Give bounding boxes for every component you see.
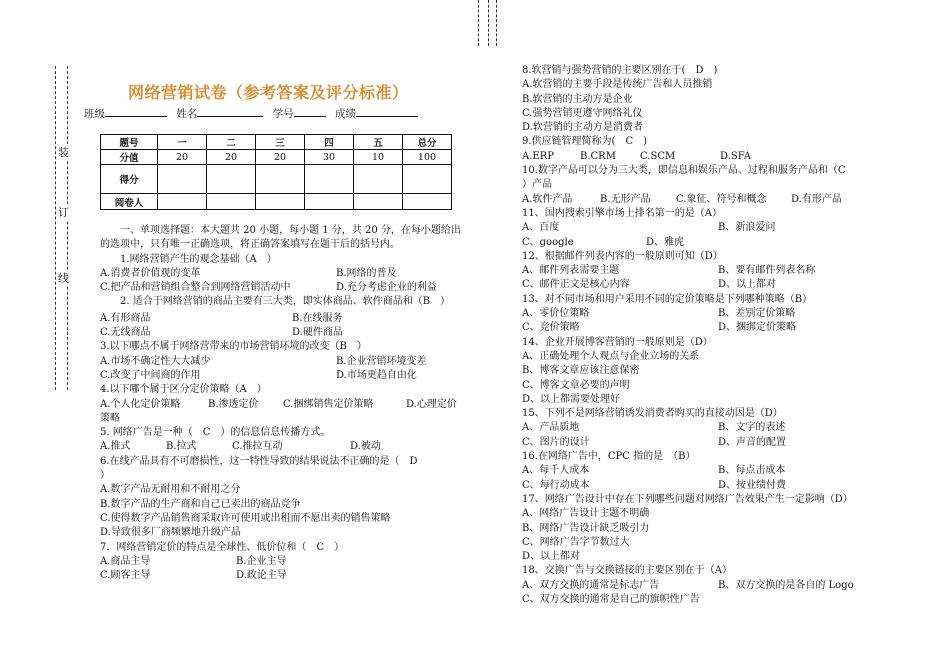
q5-option-b: B.拉式 xyxy=(166,441,197,453)
student-id-label: 学号 xyxy=(272,108,294,120)
q7-option-b: B.企业主导 xyxy=(236,555,287,567)
q2-stem: 2. 适合于网络营销的商品主要有三大类，即实体商品、软件商品和（B ） xyxy=(120,296,451,308)
q14-option-a: A、正确处理个人观点与企业立场的关系 xyxy=(522,350,700,362)
student-info-line xyxy=(84,106,424,121)
q14-option-c: C、博客文章必要的声明 xyxy=(522,379,630,391)
name-label: 姓名 xyxy=(176,108,198,120)
q2-option-c: C.无线商品 xyxy=(100,327,151,339)
q16-options-row2 xyxy=(522,479,892,493)
binding-label-ding: 订 xyxy=(58,206,69,219)
q5-option-a: A.推式 xyxy=(100,441,131,453)
points-cell: 20 xyxy=(207,150,256,165)
header-cell: 总分 xyxy=(403,135,452,150)
q8-option-c: C.强势营销更遵守网络礼仪 xyxy=(522,107,643,119)
q3-options-row1 xyxy=(100,355,464,369)
q17-option-a: A、网络广告设计主题不明确 xyxy=(522,508,650,520)
q18-option-a: A、双方交换的通常是标志广告 xyxy=(522,579,660,591)
q16-option-c: C、每行动成本 xyxy=(522,479,590,491)
q15-option-c: C、图片的设计 xyxy=(522,436,590,448)
q8-option-a: A.软营销的主要手段是传统广告和人员推销 xyxy=(522,79,713,91)
q4-option-c: C.捆绑销售定价策略 xyxy=(283,398,374,410)
q10-stem-line2: ）产品 xyxy=(522,179,552,191)
q8-option-b: B.软营销的主动方是企业 xyxy=(522,93,633,105)
q14-option-d: D、以上都需要处理好 xyxy=(522,393,621,405)
score-cell[interactable] xyxy=(305,165,354,194)
fold-line-top-3 xyxy=(496,0,497,46)
q16-option-b: B、每点击成本 xyxy=(718,465,786,477)
q15-options-row2 xyxy=(522,436,892,450)
header-cell: 三 xyxy=(256,135,305,150)
points-cell: 30 xyxy=(305,150,354,165)
score-field[interactable] xyxy=(356,106,418,117)
grader-cell[interactable] xyxy=(305,194,354,210)
q18-stem: 18、交换广告与交换链接的主要区别在于（A） xyxy=(522,565,732,577)
q12-option-b: B、要有邮件列表名称 xyxy=(718,265,816,277)
q7-option-c: C.顾客主导 xyxy=(100,570,151,582)
score-table-header-row xyxy=(101,135,452,150)
q10-options-row xyxy=(522,193,892,207)
score-cell[interactable] xyxy=(256,165,305,194)
q9-option-c: C.SCM xyxy=(640,150,676,162)
q9-option-b: B.CRM xyxy=(580,150,616,162)
q2-options-row2 xyxy=(100,326,464,340)
q2-option-d: D.硬件商品 xyxy=(292,327,343,339)
fold-line-top-1 xyxy=(478,0,479,46)
q6-stem-line2: ） xyxy=(100,470,110,482)
q14-stem: 14、企业开展博客营销的一般原则是（D） xyxy=(522,336,713,348)
points-cell: 10 xyxy=(354,150,403,165)
q4-option-d-line1: D.心理定价 xyxy=(406,398,457,410)
q9-stem: 9.供应链管理简称为( C ) xyxy=(522,136,647,148)
q13-options-row2 xyxy=(522,321,892,335)
q3-options-row2 xyxy=(100,369,464,383)
q12-options-row2 xyxy=(522,278,892,292)
left-column xyxy=(100,224,464,583)
header-cell: 四 xyxy=(305,135,354,150)
q10-stem-line1: 10.数字产品可以分为三大类，即信息和娱乐产品、过程和服务产品和（C xyxy=(522,165,846,177)
q3-option-a: A.市场不确定性大大减少 xyxy=(100,355,211,367)
exam-title: 网络营销试卷（参考答案及评分标准） xyxy=(128,83,409,102)
score-cell[interactable] xyxy=(403,165,452,194)
points-cell: 20 xyxy=(158,150,207,165)
q5-option-c: C.推拉互动 xyxy=(232,441,283,453)
class-label: 班级 xyxy=(84,108,105,120)
q1-options-row1 xyxy=(100,267,464,281)
q16-option-d: D、按业绩付费 xyxy=(718,479,787,491)
q4-stem: 4.以下哪个属于区分定价策略（A ） xyxy=(100,384,267,396)
q11-option-a: A、百度 xyxy=(522,222,560,234)
q1-option-d: D.充分考虑企业的利益 xyxy=(336,282,437,294)
q15-stem: 15、下列不是网络营销诱发消费者购买的直接动因是（D） xyxy=(522,408,783,420)
q4-option-b: B.渗透定价 xyxy=(208,398,259,410)
student-id-field[interactable] xyxy=(294,106,326,117)
q6-stem-line1: 6.在线产品具有不可磨损性，这一特性导致的结果说法不正确的是（ D xyxy=(100,455,418,467)
q17-option-d: D、以上都对 xyxy=(522,551,581,563)
score-row-label: 得分 xyxy=(101,165,158,194)
q1-option-b: B.网络的普及 xyxy=(336,267,397,279)
q2-option-b: B.在线服务 xyxy=(292,312,343,324)
q2-option-a: A.有形商品 xyxy=(100,312,151,324)
points-label: 分值 xyxy=(101,150,158,165)
q7-options-row2 xyxy=(100,569,464,583)
q10-option-c: C.象征、符号和概念 xyxy=(676,193,767,205)
grader-cell[interactable] xyxy=(207,194,256,210)
header-cell: 一 xyxy=(158,135,207,150)
q4-option-a: A.个人化定价策略 xyxy=(100,398,181,410)
q13-option-b: B、差别定价策略 xyxy=(718,308,796,320)
score-cell[interactable] xyxy=(207,165,256,194)
q3-option-c: C.改变了中间商的作用 xyxy=(100,369,201,381)
q7-options-row1 xyxy=(100,555,464,569)
q11-options-row1 xyxy=(522,221,892,235)
q10-option-d: D.有形产品 xyxy=(791,193,842,205)
binding-line-left-inner xyxy=(67,66,68,390)
q10-option-b: B.无形产品 xyxy=(600,193,651,205)
q12-stem: 12、根据邮件列表内容的一般原则可知（D） xyxy=(522,250,723,262)
binding-line-left-outer xyxy=(55,66,56,390)
q16-option-a: A、每千人成本 xyxy=(522,465,590,477)
grader-label: 阅卷人 xyxy=(101,194,158,210)
q3-option-b: B.企业营销环境变差 xyxy=(336,355,427,367)
q12-options-row1 xyxy=(522,264,892,278)
q5-stem: 5. 网络广告是一种（ C ）的信息信息传播方式。 xyxy=(100,427,331,439)
q11-stem: 11、国内搜索引擎市场上排名第一的是（A） xyxy=(522,207,722,219)
score-table-grader-row xyxy=(101,194,452,210)
points-cell: 100 xyxy=(403,150,452,165)
grader-cell[interactable] xyxy=(256,194,305,210)
q18-option-b: B、双方交换的是各自的 Logo xyxy=(718,579,854,591)
q1-option-c: C.把产品和营销组合整合到网络营销活动中 xyxy=(100,282,291,294)
q18-option-c: C、双方交换的通常是自己的旗帜性广告 xyxy=(522,593,700,605)
q14-option-b: B、博客文章应该注意保密 xyxy=(522,365,640,377)
score-label: 成绩 xyxy=(335,108,357,120)
score-table-score-row xyxy=(101,165,452,194)
class-field[interactable] xyxy=(105,106,167,117)
q8-stem: 8.软营销与强势营销的主要区别在于( D ) xyxy=(522,65,718,76)
q3-stem: 3.以下哪点不属于网络营带来的市场营销环境的改变（B ） xyxy=(100,341,367,353)
q13-stem: 13、对不同市场和用户采用不同的定价策略是下列哪种策略（B） xyxy=(522,293,813,305)
q6-option-c: C.使得数字产品销售商采取许可使用或出租而不愿出卖的销售策略 xyxy=(100,512,391,524)
header-cell: 五 xyxy=(354,135,403,150)
q13-option-a: A、零价位策略 xyxy=(522,308,590,320)
q9-option-a: A.ERP xyxy=(522,150,554,162)
q17-stem: 17、网络广告设计中存在下列哪些问题对网络广告效果产生一定影响（D） xyxy=(522,493,853,505)
q11-option-b: B、新浪爱问 xyxy=(718,222,776,234)
q6-option-d: D.导致很多厂商频繁地升级产品 xyxy=(100,527,241,539)
q4-options-row1 xyxy=(100,398,464,412)
q16-stem: 16.在网络广告中，CPC 指的是 （B） xyxy=(522,451,696,463)
q18-options-row1 xyxy=(522,579,892,593)
score-cell[interactable] xyxy=(354,165,403,194)
q12-option-c: C、邮件正文是核心内容 xyxy=(522,279,630,291)
binding-label-zhuang: 装 xyxy=(58,146,69,159)
q16-options-row1 xyxy=(522,464,892,478)
q10-option-a: A.软件产品 xyxy=(522,193,573,205)
grader-cell[interactable] xyxy=(403,194,452,210)
q12-option-d: D、以上都对 xyxy=(718,279,777,291)
q7-stem: 7．网络营销定价的特点是全球性、低价位和（ C ） xyxy=(100,541,345,553)
q9-options-row xyxy=(522,150,892,164)
q13-option-d: D、捆绑定价策略 xyxy=(718,322,797,334)
score-cell[interactable] xyxy=(158,165,207,194)
grader-cell[interactable] xyxy=(354,194,403,210)
q1-stem: 1.网络营销产生的观念基础（A ） xyxy=(120,253,277,265)
q11-options-row2 xyxy=(522,236,892,250)
fold-line-top-2 xyxy=(488,0,489,46)
score-table xyxy=(100,134,452,210)
q4-option-d-line2: 策略 xyxy=(100,412,120,424)
section-one-intro: 一、单项选择题：本大题共 20 小题，每小题 1 分，共 20 分，在每小题给出的选项中，只有唯一正确选项，将正确答案填写在题干后的括号内。 xyxy=(100,225,461,251)
header-cell: 题号 xyxy=(101,135,158,150)
q6-option-b: B.数字产品的生产商和自己已卖出的商品竞争 xyxy=(100,498,301,510)
q6-option-a: A.数字产品无耐用和不耐用之分 xyxy=(100,484,241,496)
name-field[interactable] xyxy=(197,106,263,117)
score-table-points-row xyxy=(101,150,452,165)
binding-label-xian: 线 xyxy=(58,272,69,285)
q15-option-a: A、产品质地 xyxy=(522,422,580,434)
q12-option-a: A、邮件列表需要主题 xyxy=(522,265,620,277)
points-cell: 20 xyxy=(256,150,305,165)
q15-option-d: D、声音的配置 xyxy=(718,436,787,448)
q15-option-b: B、文字的表述 xyxy=(718,422,786,434)
grader-cell[interactable] xyxy=(158,194,207,210)
q17-option-b: B、网络广告设计缺乏吸引力 xyxy=(522,522,650,534)
q1-options-row2 xyxy=(100,281,464,295)
q11-option-c: C、google xyxy=(522,236,574,248)
q9-option-d: D.SFA xyxy=(720,150,751,162)
q5-option-d: D.被动 xyxy=(350,441,381,453)
right-column xyxy=(522,64,892,607)
q2-options-row1 xyxy=(100,312,464,326)
q5-options-row xyxy=(100,440,464,454)
q3-option-d: D.市场更趋自由化 xyxy=(336,369,417,381)
q15-options-row1 xyxy=(522,421,892,435)
q11-option-d: D、雅虎 xyxy=(646,236,685,248)
q8-option-d: D.软营销的主动方是消费者 xyxy=(522,122,643,134)
header-cell: 二 xyxy=(207,135,256,150)
q13-options-row1 xyxy=(522,307,892,321)
q1-option-a: A.消费者价值观的变革 xyxy=(100,267,201,279)
q13-option-c: C、竞价策略 xyxy=(522,322,580,334)
q7-option-d: D.政论主导 xyxy=(236,570,287,582)
q7-option-a: A.商品主导 xyxy=(100,555,151,567)
q17-option-c: C、网络广告字节数过大 xyxy=(522,536,630,548)
